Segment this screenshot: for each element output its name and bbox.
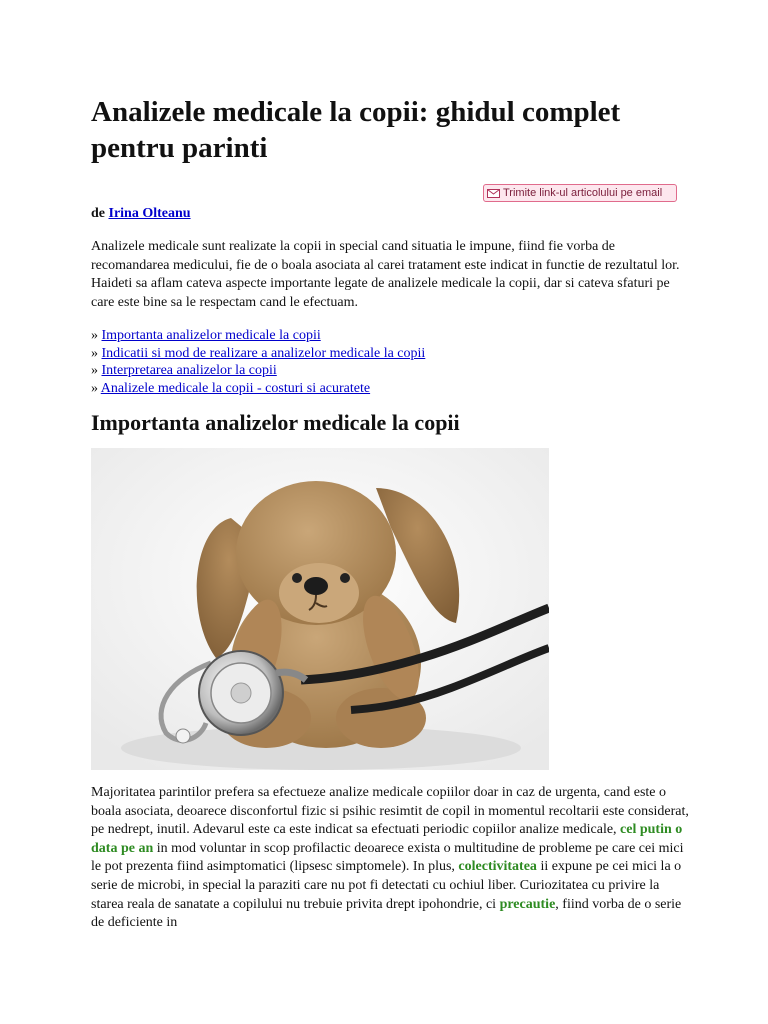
toc-bullet: »	[91, 380, 98, 396]
byline	[91, 206, 191, 222]
toc-link-interpretarea[interactable]: Interpretarea analizelor la copii	[101, 363, 277, 378]
toc-bullet: »	[91, 345, 98, 361]
toc-item	[91, 380, 691, 398]
author-link[interactable]: Irina Olteanu	[108, 206, 191, 221]
body-text-1: Majoritatea parintilor prefera sa efectueze analize medicale copiilor doar in caz de urgenta, cand este o boala asociata, deoarece disconfortul fizic si psihic resimtit de copil in momentul recoltarii este considerat, pe nedrept, inutil. Adevarul este ca este indicat sa efectuati periodic copiilor analize medicale,	[91, 785, 689, 838]
highlight-frecventa: cel putin o data pe an	[91, 822, 683, 856]
toc-bullet: »	[91, 328, 98, 343]
toc-item	[91, 362, 691, 380]
email-article-button[interactable]	[483, 184, 677, 202]
toc-bullet: »	[91, 363, 98, 378]
byline-prefix: de	[91, 206, 105, 221]
envelope-icon	[487, 189, 500, 198]
section-heading: Importanta analizelor medicale la copii	[91, 410, 460, 435]
article-title: Analizele medicale la copii: ghidul complet pentru parinti	[91, 96, 621, 164]
photo-illustration	[91, 448, 549, 770]
highlight-precautie: precautie	[499, 896, 556, 912]
toc-link-indicatii[interactable]: Indicatii si mod de realizare a analizelor medicale la copii	[101, 345, 426, 361]
table-of-contents	[91, 327, 691, 397]
toc-item	[91, 345, 691, 363]
intro-paragraph: Analizele medicale sunt realizate la copii in special cand situatia le impune, fiind fie vorba de recomandarea medicului, fie de o boala asociata al carei tratament este indicat in functie de rezultatul lor. Haideti sa aflam cateva aspecte importante legate de analizele medicale la copii, dar si cateva sfaturi pe care este bine sa le respectam cand le efectuam.	[91, 239, 680, 310]
toc-link-costuri[interactable]: Analizele medicale la copii - costuri si acuratete	[100, 380, 371, 396]
toc-link-importanta[interactable]: Importanta analizelor medicale la copii	[101, 328, 321, 343]
body-text-2: in mod voluntar in scop profilactic deoarece exista o multitudine de probleme pe care cei mici le pot prezenta fiind asimptomatici (lipsesc simptomele). In plus,	[91, 840, 684, 875]
body-paragraph	[91, 784, 691, 933]
highlight-colectivitatea: colectivitatea	[458, 859, 537, 875]
email-article-label: Trimite link-ul articolului pe email	[503, 187, 663, 199]
body-text-3: ii expune pe cei mici la o serie de microbi, in special la paraziti care nu pot fi detectati cu ochiul liber. Curiozitatea cu privire la starea reala de sanatate a copilului nu trebuie privita drept ipohondrie, ci	[91, 859, 682, 912]
toc-item	[91, 327, 691, 345]
teddy-bear-stethoscope-image	[91, 448, 549, 770]
body-text-4: , fiind vorba de o serie de deficiente in	[91, 896, 682, 931]
